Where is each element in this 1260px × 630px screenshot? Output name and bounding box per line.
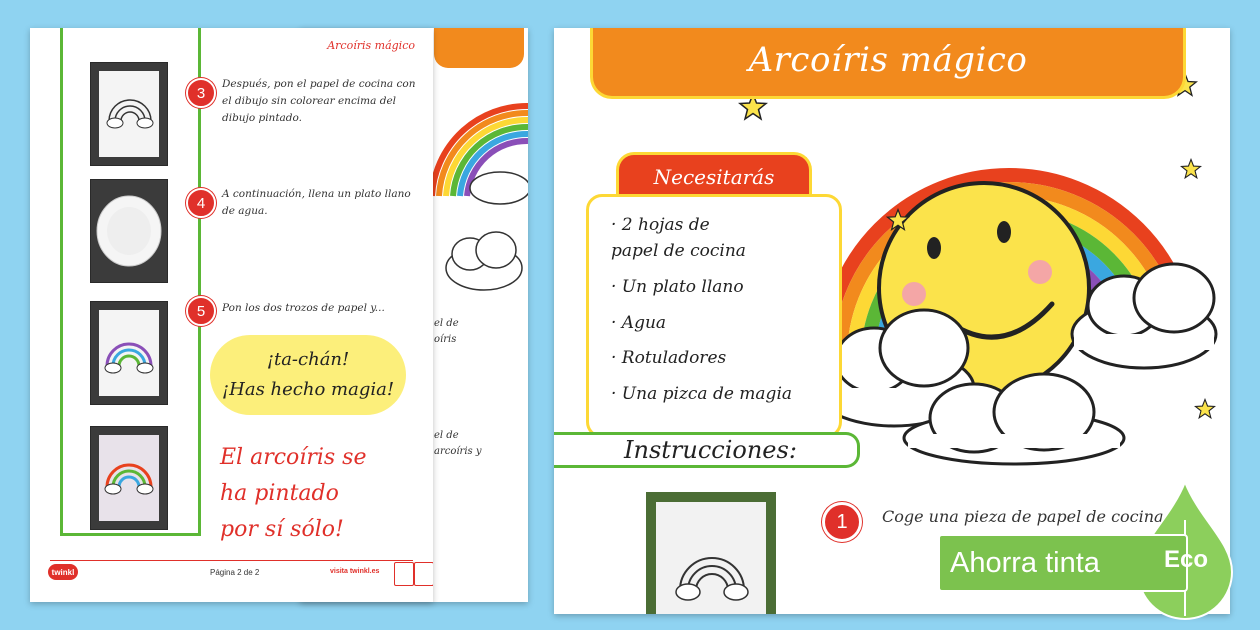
step-text: Después, pon el papel de cocina con el dibujo sin colorear encima del dibujo pintado. [222,78,416,124]
step-photo [90,62,168,166]
back-text-fragment: el de [434,430,459,441]
magic-line: ¡Has hecho magia! [221,379,395,400]
back-rainbow-illustration [430,76,528,206]
step-number-badge: 3 [186,78,216,108]
step-text: Pon los dos trozos de papel y... [222,302,385,314]
footer-divider [50,560,413,561]
step-text: Coge una pieza de papel de cocina [882,507,1164,526]
twinkl-logo: twinkl [48,564,78,580]
list-item: · Una pizca de magia [611,384,793,404]
plate-icon [95,194,163,268]
footer-url: visita twinkl.es [330,568,380,575]
magic-line: ¡ta-chán! [266,349,350,370]
result-line: El arcoíris se [220,445,367,470]
step-number-badge: 1 [822,502,862,542]
list-item: · Rotuladores [611,348,727,368]
green-frame-bottom [60,533,201,536]
step-number-badge: 4 [186,188,216,218]
back-text-fragment: oíris [434,334,457,345]
star-icon [1194,398,1216,420]
star-icon [1180,158,1202,180]
colored-rainbow-icon [103,332,155,376]
needs-list [586,194,842,438]
step-photo [90,301,168,405]
instructions-heading: Instrucciones: [554,432,860,468]
page-header: Arcoíris mágico [327,39,415,52]
step-photo [646,492,776,614]
result-line: por sí sólo! [220,517,344,542]
quality-badge-icon [394,562,414,586]
eco-badge: Eco [1163,546,1208,573]
list-item: · Agua [611,313,667,333]
step-photo [90,426,168,530]
needs-heading: Necesitarás [616,152,812,199]
rainbow-drawing-icon [674,542,750,606]
quality-badge-icon [414,562,433,586]
result-statement [220,440,400,548]
page-title: Arcoíris mágico [590,28,1186,99]
back-text-fragment: el de [434,318,459,329]
green-frame-left [60,28,63,536]
star-icon [886,208,910,232]
back-title-bar [434,28,524,68]
page-number: Página 2 de 2 [210,568,260,577]
list-item: · Un plato llano [611,277,744,297]
step-photo [90,179,168,283]
step-text: A continuación, llena un plato llano de agua. [222,188,411,217]
save-ink-label: Ahorra tinta [950,546,1100,579]
list-item: papel de cocina [611,241,746,261]
step-number-badge: 5 [186,296,216,326]
left-page [30,28,433,602]
result-line: ha pintado [220,481,339,506]
back-text-fragment: arcoíris y [434,446,482,457]
list-item: · 2 hojas de [611,215,710,235]
magic-callout [210,335,406,415]
right-page [554,28,1230,614]
back-cloud-illustration [434,218,524,298]
rainbow-drawing-icon [105,87,155,131]
save-ink-banner [938,534,1188,592]
wet-rainbow-icon [103,453,155,497]
cloud-icon [894,368,1134,468]
